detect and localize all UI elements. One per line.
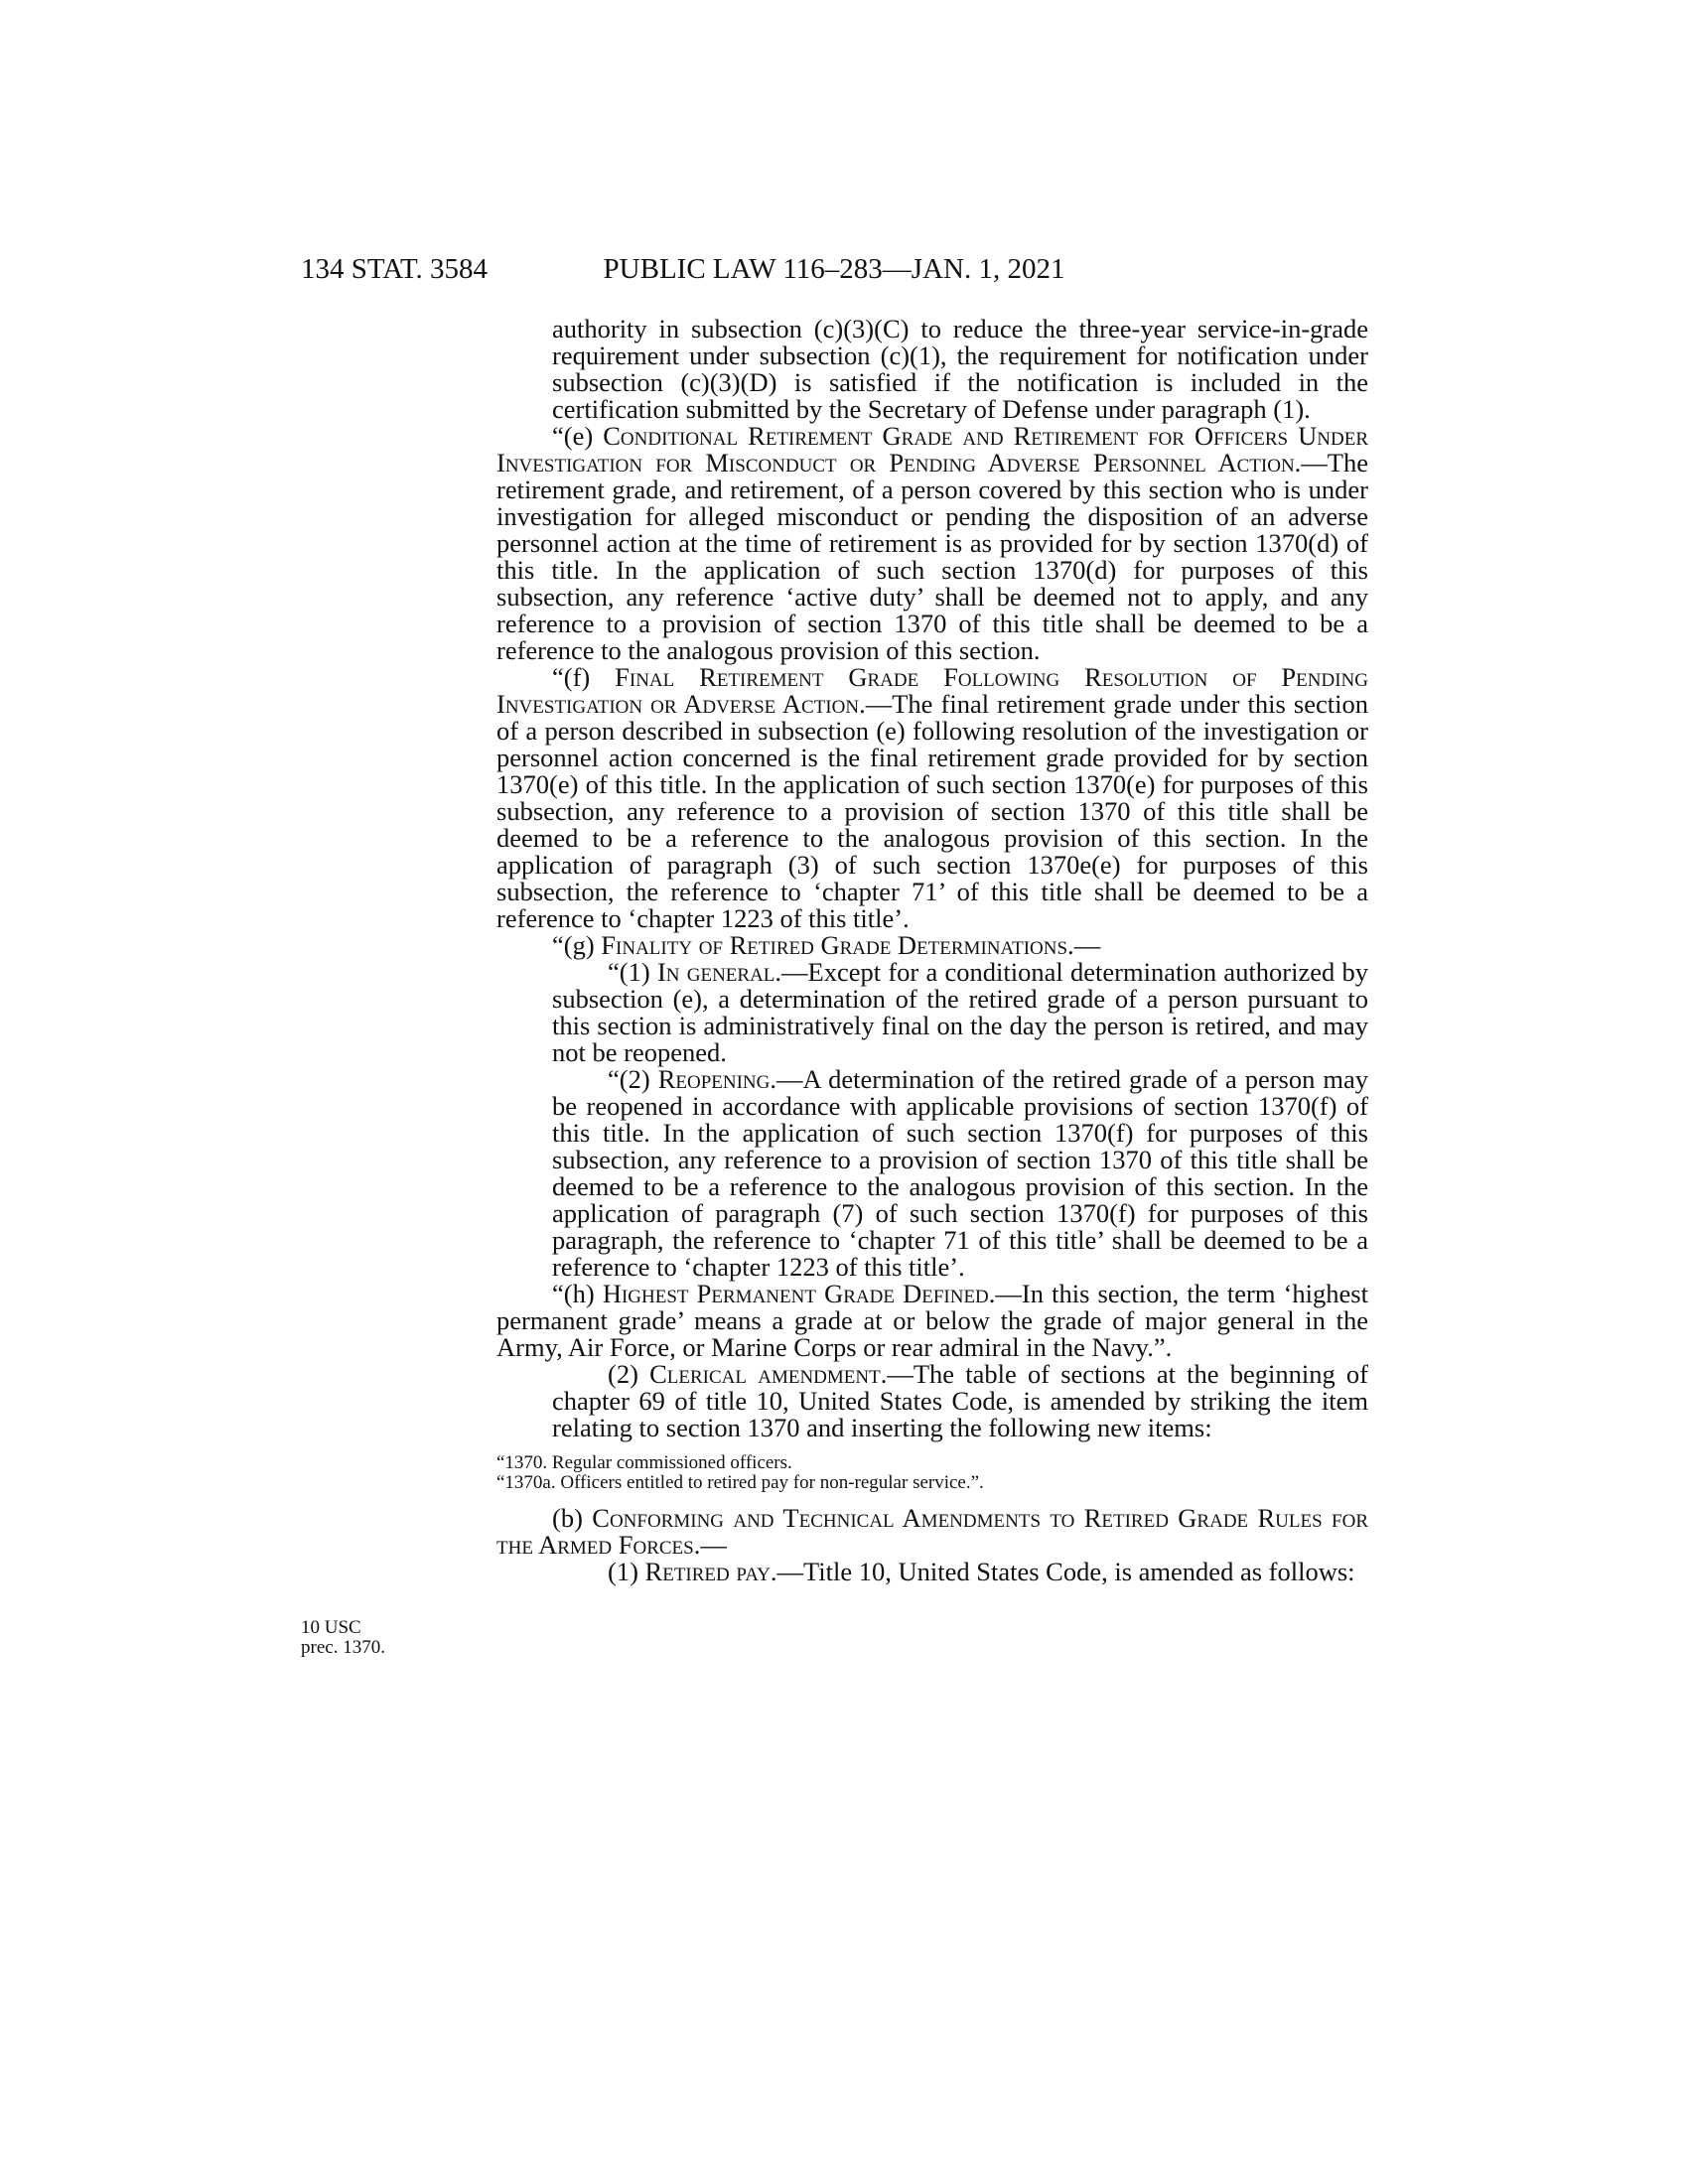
toc-item: “1370. Regular commissioned officers. bbox=[496, 1452, 792, 1473]
paragraph-continuation: authority in subsection (c)(3)(C) to reduce the three-year service-in-grade requirement under subsection (c)(1), the requirement for notification under subsection (c)(3)(D) is satisfied if the notification is included in the certification submitted by the Secretary of Defense under paragraph (1). bbox=[552, 314, 1368, 424]
subsection-heading: Conditional Retirement Grade and Retirement for Officers Under Investigation for Misconduct or Pending Adverse Personnel Action. bbox=[496, 421, 1369, 478]
paragraph-clerical-amendment: (2) Clerical amendment.—The table of sections at the beginning of chapter 69 of title 10, United States Code, is amended by striking the item relating to section 1370 and inserting the following new items: bbox=[552, 1359, 1368, 1442]
subsection-heading: Final Retirement Grade Following Resolution of Pending Investigation or Adverse Action. bbox=[496, 662, 1368, 719]
paragraph-g2: “(2) Reopening.—A determination of the retired grade of a person may be reopened in accordance with applicable provisions of section 1370(f) of this title. In the application of such section 1370(f) for purposes of this subsection, any reference to a provision of section 1370 of this title shall be deemed to be a reference to the analogous provision of this section. In the application of paragraph (7) of such section 1370(f) for purposes of this paragraph, the reference to ‘chapter 71 of this title’ shall be deemed to be a reference to ‘chapter 1223 of this title’. bbox=[552, 1064, 1369, 1282]
margin-citation-line: prec. 1370. bbox=[301, 1637, 385, 1658]
subsection-h: “(h) Highest Permanent Grade Defined.—In this section, the term ‘highest permanent grade’ means a grade at or below the grade of major general in the Army, Air Force, or Marine Corps or rear admiral in the Navy.”. bbox=[496, 1279, 1368, 1362]
paragraph-heading: Retired pay. bbox=[644, 1557, 777, 1586]
subsection-e: “(e) Conditional Retirement Grade and Retirement for Officers Under Investigation for Misconduct or Pending Adverse Personnel Action.—The retirement grade, and retirement, of a person covered by this section who is under investigation for alleged misconduct or pending the disposition of an adverse personnel action at the time of retirement is as provided for by section 1370(d) of this title. In the application of such section 1370(d) for purposes of this subsection, any reference ‘active duty’ shall be deemed not to apply, and any reference to a provision of section 1370 of this title shall be deemed to be a reference to the analogous provision of this section. bbox=[496, 421, 1369, 665]
subsection-g: “(g) Finality of Retired Grade Determinations.— bbox=[552, 930, 1101, 960]
subsection-heading: Highest Permanent Grade Defined. bbox=[602, 1279, 996, 1308]
subsection-heading: Finality of Retired Grade Determinations. bbox=[601, 930, 1074, 960]
paragraph-b1: (1) Retired pay.—Title 10, United States Code, is amended as follows: bbox=[608, 1557, 1355, 1586]
document-body bbox=[496, 316, 1368, 1585]
subsection-b: (b) Conforming and Technical Amendments to Retired Grade Rules for the Armed Forces.— bbox=[496, 1503, 1368, 1560]
paragraph-heading: In general. bbox=[656, 957, 782, 987]
law-title: PUBLIC LAW 116–283—JAN. 1, 2021 bbox=[603, 253, 1065, 285]
paragraph-heading: Clerical amendment. bbox=[649, 1359, 888, 1389]
paragraph-heading: Reopening. bbox=[657, 1064, 776, 1094]
paragraph-g1: “(1) In general.—Except for a conditional determination authorized by subsection (e), a determination of the retired grade of a person pursuant to this section is administratively final on the day the person is retired, and may not be reopened. bbox=[552, 957, 1369, 1067]
subsection-f: “(f) Final Retirement Grade Following Resolution of Pending Investigation or Adverse Action.—The final retirement grade under this section of a person described in subsection (e) following resolution of the investigation or personnel action concerned is the final retirement grade provided for by section 1370(e) of this title. In the application of such section 1370(e) for purposes of this subsection, any reference to a provision of section 1370 of this title shall be deemed to be a reference to the analogous provision of this section. In the application of paragraph (3) of such section 1370e(e) for purposes of this subsection, the reference to ‘chapter 71’ of this title shall be deemed to be a reference to ‘chapter 1223 of this title’. bbox=[496, 662, 1368, 933]
page-header bbox=[301, 247, 1367, 291]
margin-citation bbox=[301, 1618, 385, 1658]
statute-page-reference: 134 STAT. 3584 bbox=[301, 253, 489, 285]
subsection-heading: Conforming and Technical Amendments to Retired Grade Rules for the Armed Forces. bbox=[496, 1503, 1368, 1560]
toc-item: “1370a. Officers entitled to retired pay for non-regular service.”. bbox=[496, 1472, 984, 1493]
table-of-sections bbox=[496, 1453, 1368, 1493]
margin-citation-line: 10 USC bbox=[301, 1617, 361, 1638]
